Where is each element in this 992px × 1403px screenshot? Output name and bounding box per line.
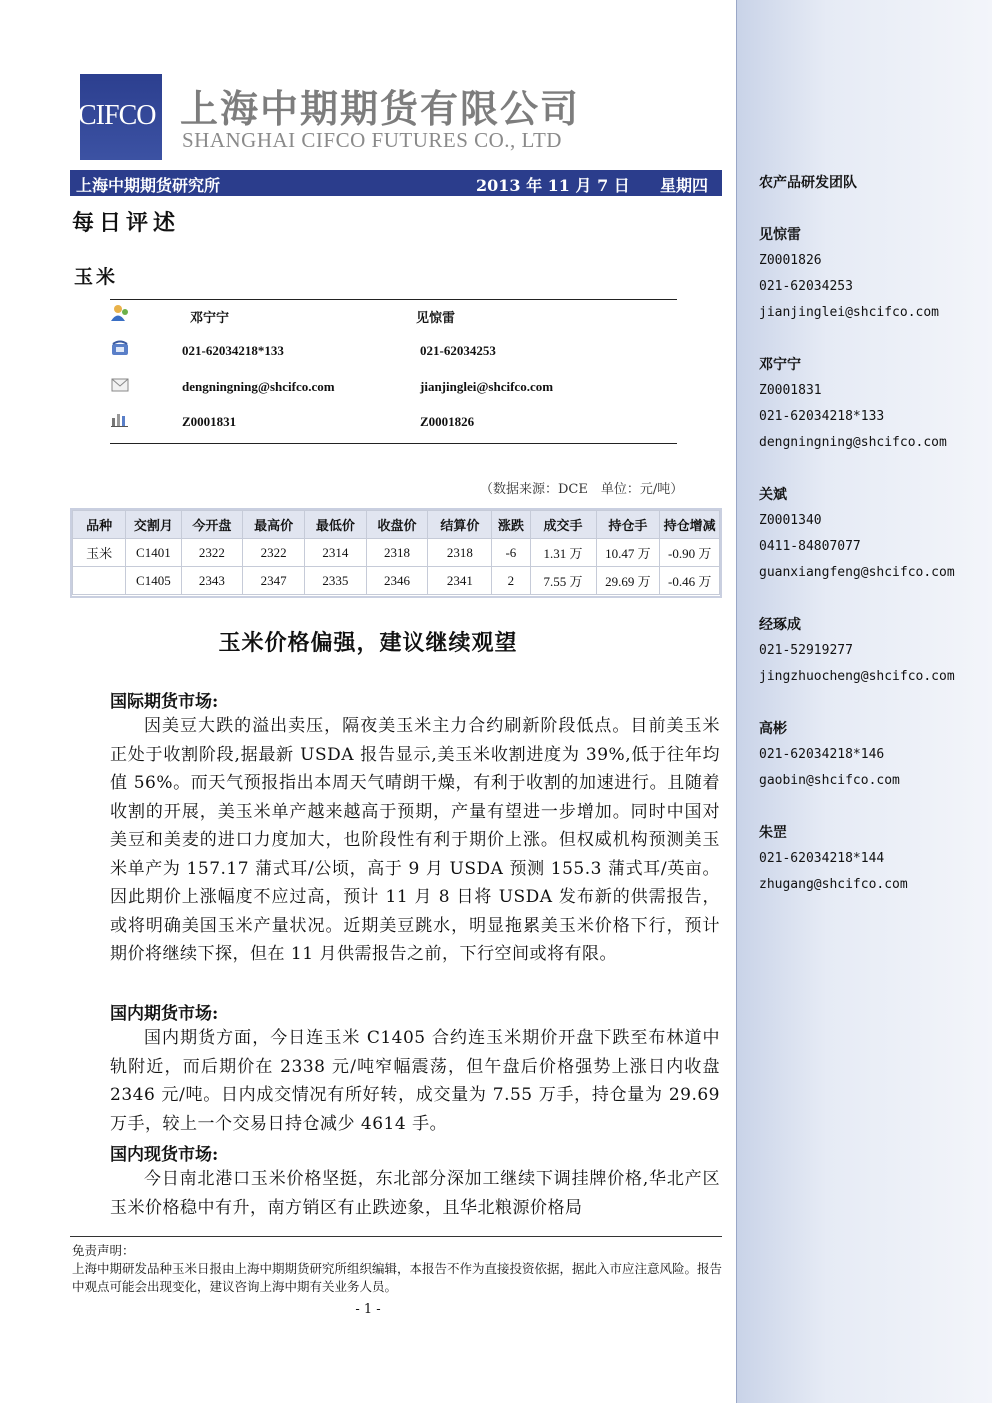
disclaimer-title: 免责声明： <box>72 1243 135 1258</box>
analyst-name-1: 邓宁宁 <box>190 310 230 325</box>
header-banner <box>70 170 722 196</box>
company-name-cn: 上海中期期货有限公司 <box>180 87 581 131</box>
section-title-domestic-futures: 国内期货市场: <box>110 1004 219 1024</box>
contact-phone: 021-52919277 <box>759 643 853 658</box>
contact-name: 关斌 <box>759 487 787 503</box>
mail-icon <box>110 376 130 394</box>
section-text-domestic-futures: 国内期货方面，今日连玉米 C1405 合约连玉米期价开盘下跌至布林道中轨附近，而后期价在 2338 元/吨窄幅震荡，但午盘后价格强势上涨日内收盘 2346 元/吨。日内成交情况有所好转，成交量为 7.55 万手，持仓量为 29.69 万手，较上一个交易日持仓减少 4614 手。 <box>110 1028 720 1134</box>
table-header-cell: 持仓手 <box>596 511 660 539</box>
table-cell: C1401 <box>126 539 181 567</box>
table-header-cell: 结算价 <box>428 511 492 539</box>
analyst-cert-1: Z0001831 <box>182 414 237 429</box>
table-cell: 2335 <box>304 567 366 595</box>
logo-text: CIFCO <box>78 100 156 131</box>
analyst-name-2: 见惊雷 <box>416 310 456 325</box>
company-name-en: SHANGHAI CIFCO FUTURES CO., LTD <box>182 128 562 152</box>
sidebar <box>736 0 992 1403</box>
table-cell <box>73 567 126 595</box>
institute-name: 上海中期期货研究所 <box>76 176 221 195</box>
analyst-bottom-rule <box>110 443 677 444</box>
table-cell: 7.55 万 <box>530 567 596 595</box>
contact-email[interactable]: jianjinglei@shcifco.com <box>759 305 940 320</box>
table-cell: -6 <box>492 539 530 567</box>
sidebar-contact <box>759 222 939 326</box>
section-title-international: 国际期货市场: <box>110 692 219 712</box>
table-header-cell: 今开盘 <box>181 511 243 539</box>
table-cell: 2322 <box>181 539 243 567</box>
section-text-international: 因美豆大跌的溢出卖压，隔夜美玉米主力合约刷新阶段低点。目前美玉米正处于收割阶段,据最新 USDA 报告显示,美玉米收割进度为 39%,低于往年均值 56%。而天气预报指出本周天气晴朗干燥，有利于收割的加速进行。且随着收割的开展，美玉米单产越来越高于预期，产量有望进一步增加。同时中国对美豆和美麦的进口力度加大，也阶段性有利于期价上涨。但权威机构预测美玉米单产为 157.17 蒲式耳/公顷，高于 9 月 USDA 预测 155.3 蒲式耳/英亩。因此期价上涨幅度不应过高，预计 11 月 8 日将 USDA 发布新的供需报告，或将明确美国玉米产量状况。近期美豆跳水，明显拖累美玉米价格下行，预计期价将继续下探，但在 11 月供需报告之前，下行空间或将有限。 <box>110 716 720 964</box>
table-row <box>73 567 720 595</box>
table-cell: 2322 <box>243 539 305 567</box>
table-header-cell: 品种 <box>73 511 126 539</box>
table-header-cell: 收盘价 <box>366 511 428 539</box>
sidebar-contact <box>759 820 908 898</box>
table-cell: 10.47 万 <box>596 539 660 567</box>
section-title-domestic-spot: 国内现货市场: <box>110 1145 219 1165</box>
table-header-cell: 最低价 <box>304 511 366 539</box>
table-header-cell: 成交手 <box>530 511 596 539</box>
report-date: 2013 年 11 月 7 日 <box>476 176 630 195</box>
table-header-cell: 涨跌 <box>492 511 530 539</box>
contact-name: 见惊雷 <box>759 227 801 243</box>
footer-rule <box>70 1236 722 1237</box>
table-header-cell: 交割月 <box>126 511 181 539</box>
table-cell: 2341 <box>428 567 492 595</box>
contact-phone: 021-62034218*133 <box>759 409 885 424</box>
section-heading-daily: 每日评述 <box>72 210 181 236</box>
contact-name: 经琢成 <box>759 617 801 633</box>
table-cell: 29.69 万 <box>596 567 660 595</box>
table-cell: 玉米 <box>73 539 126 567</box>
table-cell: 2346 <box>366 567 428 595</box>
contact-name: 朱罡 <box>759 825 787 841</box>
table-cell: 2318 <box>428 539 492 567</box>
table-header-cell: 最高价 <box>243 511 305 539</box>
sidebar-title: 农产品研发团队 <box>759 175 857 191</box>
sidebar-contact <box>759 482 955 586</box>
analyst-phone-2: 021-62034253 <box>420 343 496 358</box>
sidebar-contact <box>759 352 947 456</box>
certificate-icon <box>110 410 130 428</box>
analyst-phone-1: 021-62034218*133 <box>182 343 284 358</box>
phone-icon <box>110 340 130 358</box>
contact-id: Z0001831 <box>759 383 822 398</box>
contact-email[interactable]: dengningning@shcifco.com <box>759 435 947 450</box>
table-cell: 2343 <box>181 567 243 595</box>
table-cell: -0.46 万 <box>660 567 720 595</box>
contact-email[interactable]: jingzhuocheng@shcifco.com <box>759 669 955 684</box>
table-cell: 2347 <box>243 567 305 595</box>
report-weekday: 星期四 <box>660 176 709 195</box>
table-header-cell: 持仓增减 <box>660 511 720 539</box>
product-heading: 玉米 <box>74 266 119 288</box>
contact-email[interactable]: zhugang@shcifco.com <box>759 877 908 892</box>
contact-phone: 021-62034218*144 <box>759 851 885 866</box>
contact-id: Z0001826 <box>759 253 822 268</box>
data-source-note: （数据来源：DCE 单位：元/吨） <box>480 482 684 497</box>
analyst-email-1[interactable]: dengningning@shcifco.com <box>182 379 335 394</box>
analyst-top-rule <box>110 299 677 300</box>
contact-phone: 021-62034218*146 <box>759 747 885 762</box>
contact-name: 高彬 <box>759 721 787 737</box>
contact-email[interactable]: gaobin@shcifco.com <box>759 773 900 788</box>
table-cell: C1405 <box>126 567 181 595</box>
contact-phone: 0411-84807077 <box>759 539 861 554</box>
table-header-row <box>73 511 720 539</box>
table-cell: 2318 <box>366 539 428 567</box>
analyst-cert-2: Z0001826 <box>420 414 475 429</box>
sidebar-contact <box>759 716 900 794</box>
section-text-domestic-spot: 今日南北港口玉米价格坚挺，东北部分深加工继续下调挂牌价格,华北产区玉米价格稳中有升，南方销区有止跌迹象，且华北粮源价格局 <box>110 1169 720 1218</box>
table-cell: -0.90 万 <box>660 539 720 567</box>
contact-phone: 021-62034253 <box>759 279 853 294</box>
page-number: - 1 - <box>355 1302 381 1317</box>
table-row <box>73 539 720 567</box>
person-icon <box>110 304 130 322</box>
quote-table <box>72 510 720 595</box>
report-headline: 玉米价格偏强，建议继续观望 <box>218 630 518 656</box>
sidebar-contact <box>759 612 955 690</box>
contact-email[interactable]: guanxiangfeng@shcifco.com <box>759 565 955 580</box>
contact-name: 邓宁宁 <box>759 357 801 373</box>
table-cell: 1.31 万 <box>530 539 596 567</box>
disclaimer-text: 上海中期研发品种玉米日报由上海中期期货研究所组织编辑，本报告不作为直接投资依据，据此入市应注意风险。报告中观点可能会出现变化，建议咨询上海中期有关业务人员。 <box>72 1261 723 1294</box>
table-cell: 2314 <box>304 539 366 567</box>
table-cell: 2 <box>492 567 530 595</box>
contact-id: Z0001340 <box>759 513 822 528</box>
analyst-email-2[interactable]: jianjinglei@shcifco.com <box>420 379 554 394</box>
